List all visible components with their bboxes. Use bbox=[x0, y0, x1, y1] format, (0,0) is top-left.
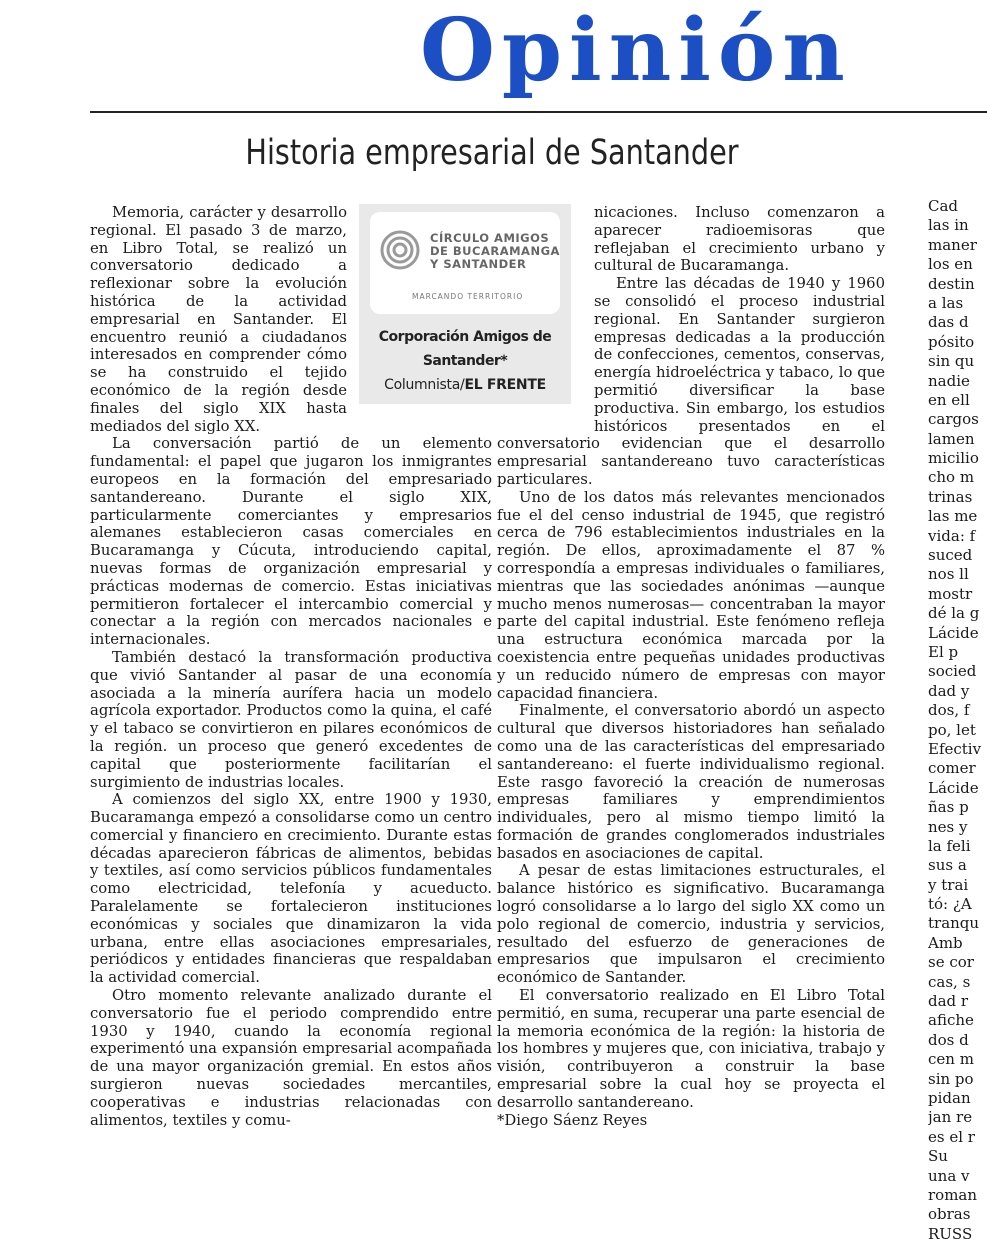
cropped-line: sin qu bbox=[928, 352, 975, 371]
paragraph: Uno de los datos más relevantes mencionados fue el del censo industrial de 1945, que registró cerca de 796 establecimientos industriales en la región. De ellos, aproximadamente el 87 % correspondía a empresas individuales o familiares, mientras que las sociedades anónimas —aunque mucho menos numerosas— concentraban la mayor parte del capital industrial. Este fenómeno refleja una estructura económica marcada por la coexistencia entre pequeñas unidades productivas y un reducido número de empresas con mayor capacidad financiera. bbox=[497, 488, 885, 702]
paragraph: La conversación partió de un elemento fundamental: el papel que jugaron los inmigrantes europeos en la formación del empresariado santandereano. Durante el siglo XIX, particularmente comerciantes y empresarios alemanes establecieron casas comerciales en Bucaramanga y Cúcuta, introduciendo capital, nuevas formas de organización empresarial y prácticas modernas de comercio. Estas iniciativas permitieron fortalecer el intercambio comercial y conectar a la región con mercados nacionales e internacionales. bbox=[90, 435, 492, 649]
cropped-line: las me bbox=[928, 507, 978, 526]
cropped-line: lamen bbox=[928, 429, 975, 448]
concentric-circles-icon bbox=[380, 230, 420, 270]
paragraph: nicaciones. Incluso comenzaron a aparecer radioemisoras que reflejaban el crecimiento urbano y cultural de Bucaramanga. bbox=[594, 204, 885, 275]
cropped-line: maner bbox=[928, 235, 977, 254]
cropped-line: destin bbox=[928, 274, 975, 293]
paragraph: Memoria, carácter y desarrollo regional. El pasado 3 de marzo, en Libro Total, se realizó un conversatorio dedicado a reflexionar sobre la evolución histórica de la actividad empresarial en Santander. El encuentro reunió a ciudadanos interesados en comprender cómo se ha construido el tejido económico de la región desde finales del siglo XIX hasta mediados del siglo XX. bbox=[90, 204, 347, 435]
cropped-line: se cor bbox=[928, 953, 974, 972]
cropped-line: Amb bbox=[928, 933, 963, 952]
cropped-line: El p bbox=[928, 642, 959, 661]
paragraph: A comienzos del siglo XX, entre 1900 y 1930, Bucaramanga empezó a consolidarse como un centro comercial y financiero en crecimiento. Durante estas décadas aparecieron fábricas de alimentos, bebidas y textiles, así como servicios públicos fundamentales como electricidad, telefonía y acueducto. Paralelamente se fortalecieron instituciones económicas y sociales que dinamizaron la vida urbana, entre ellas asociaciones empresariales, periódicos y entidades financieras que respaldaban la actividad comercial. bbox=[90, 791, 492, 987]
paragraph: El conversatorio realizado en El Libro Total permitió, en suma, recuperar una parte esencial de la memoria económica de la región: la historia de los hombres y mujeres que, con iniciativa, trabajo y visión, contribuyeron a construir la base empresarial sobre la cual hoy se proyecta el desarrollo santandereano. bbox=[497, 987, 885, 1111]
cropped-line: pósito bbox=[928, 332, 975, 351]
paragraph: Otro momento relevante analizado durante el conversatorio fue el periodo comprendido entre 1930 y 1940, cuando la economía regional experimentó una expansión empresarial acompañada de una mayor organización gremial. En estos años surgieron nuevas sociedades mercantiles, cooperativas e industrias relacionadas con alimentos, textiles y comu- bbox=[90, 987, 492, 1129]
columnist-credit bbox=[359, 325, 571, 397]
section-masthead: Opinión bbox=[420, 0, 852, 101]
logo-wordmark: CÍRCULO AMIGOS DE BUCARAMANGA Y SANTANDER bbox=[430, 231, 560, 271]
cropped-line: mostr bbox=[928, 584, 973, 603]
cropped-line: es el r bbox=[928, 1127, 975, 1146]
cropped-line: das d bbox=[928, 313, 969, 332]
paragraph: Finalmente, el conversatorio abordó un aspecto cultural que diversos historiadores han señalado como una de las características del empresariado santandereano: el fuerte individualismo regional. Este rasgo favoreció la creación de numerosas empresas familiares y emprendimientos individuales, pero al mismo tiempo limitó la formación de grandes conglomerados industriales basados en asociaciones de capital. bbox=[497, 702, 885, 862]
cropped-line: cho m bbox=[928, 468, 975, 487]
paragraph: A pesar de estas limitaciones estructurales, el balance histórico es significativo. Bucaramanga logró consolidarse a lo largo del siglo XX como un polo regional de comercio, industria y servicios, resultado del esfuerzo de generaciones de empresarios que impulsaron el crecimiento económico de Santander. bbox=[497, 862, 885, 987]
paragraph: También destacó la transformación productiva que vivió Santander al pasar de una economía asociada a la minería aurífera hacia un modelo agrícola exportador. Productos como la quina, el café y el tabaco se convirtieron en pilares económicos de la región. un proceso que generó excedentes de capital que posteriormente facilitarían el surgimiento de industrias locales. bbox=[90, 648, 492, 791]
cropped-line: cargos bbox=[928, 410, 979, 429]
cropped-line: suced bbox=[928, 546, 973, 565]
cropped-line: sus a bbox=[928, 856, 967, 875]
cropped-line: tranqu bbox=[928, 914, 980, 933]
cropped-line: en ell bbox=[928, 390, 970, 409]
cropped-line: trinas bbox=[928, 487, 973, 506]
logo-tagline: MARCANDO TERRITORIO bbox=[412, 292, 524, 301]
cropped-line: RUSS bbox=[928, 1224, 973, 1243]
cropped-line: obras bbox=[928, 1205, 971, 1224]
cropped-line: socied bbox=[928, 662, 977, 681]
cropped-line: Cad bbox=[928, 197, 959, 215]
author-name-2: Santander* bbox=[422, 353, 508, 369]
cropped-line: una v bbox=[928, 1166, 970, 1185]
cropped-line: jan re bbox=[928, 1108, 973, 1127]
cropped-line: nadie bbox=[928, 371, 970, 390]
article-headline: Historia empresarial de Santander bbox=[245, 133, 739, 173]
paragraph: Entre las décadas de 1940 y 1960 se consolidó el proceso industrial regional. En Santander surgieron empresas dedicadas a la producción de confecciones, cementos, conservas, energía hidroeléctrica y tabaco, lo que permitió diversificar la base productiva. Sin embargo, los estudios históricos presentados en el conversatorio evidencian que el desarrollo empresarial santandereano tuvo características particulares. bbox=[497, 275, 885, 488]
masthead-rule bbox=[90, 111, 987, 113]
cropped-line: Efectiv bbox=[928, 739, 982, 758]
cropped-line: y trai bbox=[928, 875, 969, 894]
cropped-line: po, let bbox=[928, 720, 976, 739]
cropped-line: tó: ¿A bbox=[928, 895, 972, 914]
cropped-line: a las bbox=[928, 293, 964, 312]
cropped-line: cen m bbox=[928, 1050, 974, 1069]
cropped-line: dad r bbox=[928, 992, 969, 1011]
cropped-line: dé la g bbox=[928, 604, 980, 623]
cropped-line: dad y bbox=[928, 681, 970, 700]
cropped-line: nes y bbox=[928, 817, 968, 836]
circulo-amigos-logo bbox=[370, 212, 560, 314]
cropped-line: roman bbox=[928, 1185, 978, 1204]
cropped-line: la feli bbox=[928, 836, 971, 855]
cropped-line: vida: f bbox=[928, 526, 976, 545]
cropped-line: afiche bbox=[928, 1011, 974, 1030]
cropped-line: dos, f bbox=[928, 701, 970, 720]
cropped-line: ñas p bbox=[928, 798, 969, 817]
author-signature: *Diego Sáenz Reyes bbox=[497, 1111, 648, 1129]
author-name: Corporación Amigos de bbox=[378, 329, 552, 345]
columnist-role: Columnista/EL FRENTE bbox=[384, 377, 546, 393]
cropped-line: Su bbox=[928, 1147, 948, 1166]
cropped-line: dos d bbox=[928, 1030, 969, 1049]
adjacent-article-column bbox=[928, 197, 987, 1244]
cropped-line: cas, s bbox=[928, 972, 971, 991]
cropped-line: comer bbox=[928, 759, 976, 778]
cropped-line: Lácide bbox=[928, 623, 979, 642]
cropped-line: las in bbox=[928, 216, 969, 235]
cropped-line: nos ll bbox=[928, 565, 969, 584]
cropped-line: pidan bbox=[928, 1088, 971, 1107]
cropped-line: micilio bbox=[928, 449, 979, 468]
columnist-box bbox=[359, 204, 571, 404]
cropped-line: Lácide bbox=[928, 778, 979, 797]
cropped-line: los en bbox=[928, 255, 973, 274]
cropped-line: sin po bbox=[928, 1069, 974, 1088]
